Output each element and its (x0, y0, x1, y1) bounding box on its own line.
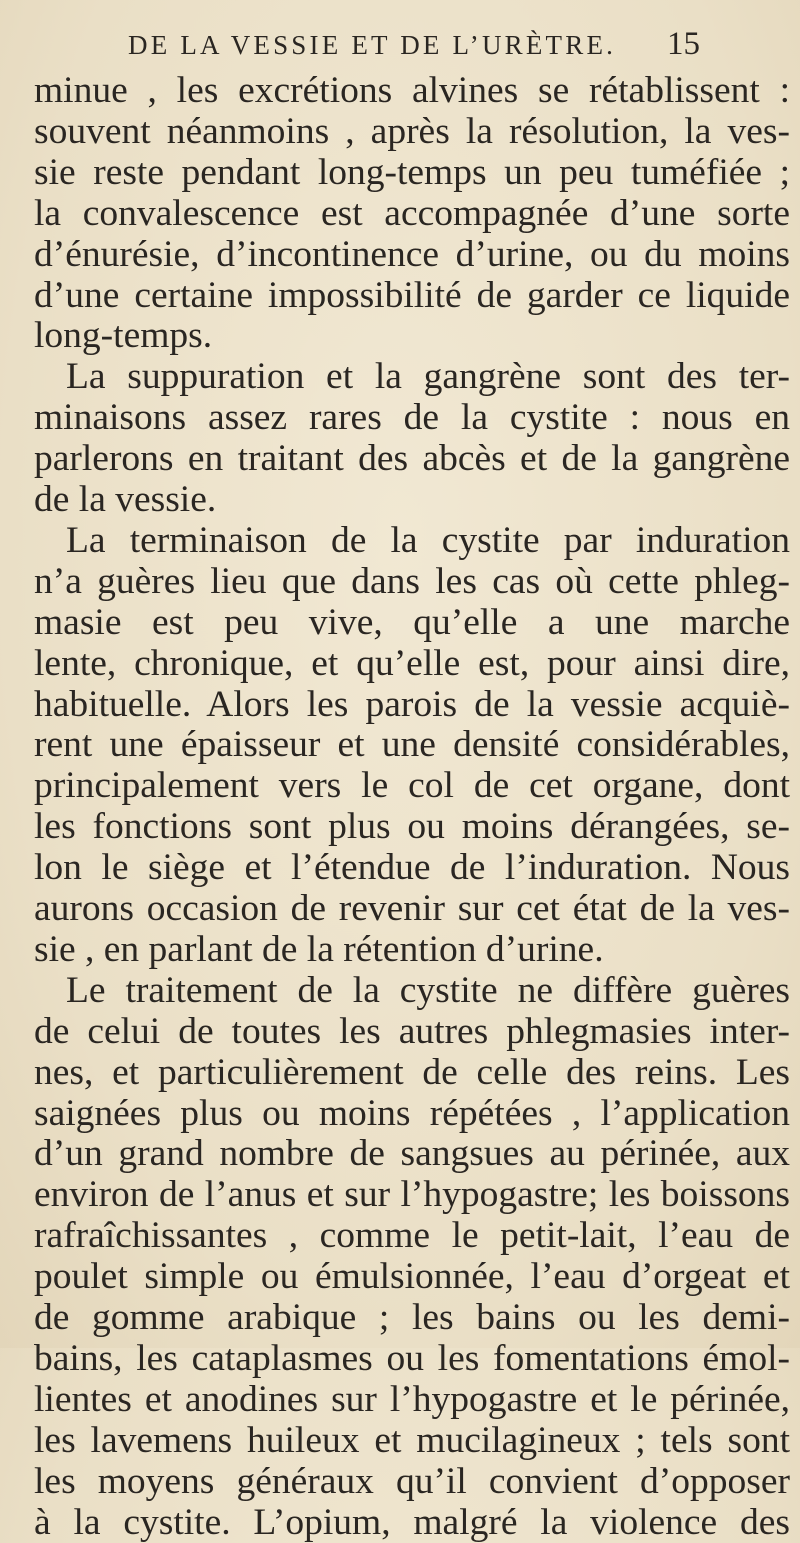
text-line: de celui de toutes les autres phlegmasies inter- (34, 1010, 790, 1052)
text-line: nes, et particulièrement de celle des reins. Les (34, 1051, 790, 1093)
text-line: les lavemens huileux et mucilagineux ; tels sont (34, 1419, 790, 1461)
running-head-title: DE LA VESSIE ET DE L’URÈTRE. (128, 30, 617, 60)
text-line: principalement vers le col de cet organe, dont (34, 765, 790, 807)
text-line: d’un grand nombre de sangsues au périnée, aux (34, 1133, 790, 1175)
text-line: rafraîchissantes , comme le petit-lait, l’eau de (34, 1215, 790, 1257)
text-line: parlerons en traitant des abcès et de la gangrène (34, 438, 790, 480)
text-line: long-temps. (34, 315, 213, 357)
text-line: d’énurésie, d’incontinence d’urine, ou du moins (34, 233, 790, 275)
text-line: sie reste pendant long-temps un peu tuméfiée ; (34, 151, 790, 193)
text-line: masie est peu vive, qu’elle a une marche (34, 601, 790, 643)
text-line: saignées plus ou moins répétées , l’application (34, 1092, 790, 1134)
text-line: lente, chronique, et qu’elle est, pour ainsi dire, (34, 642, 790, 684)
text-line: bains, les cataplasmes ou les fomentations émol- (34, 1337, 790, 1379)
text-line: aurons occasion de revenir sur cet état de la ves- (34, 888, 790, 929)
text-line: habituelle. Alors les parois de la vessie acquiè- (34, 683, 790, 725)
text-line: de la vessie. (34, 479, 217, 520)
page-number: 15 (667, 26, 700, 62)
text-line: minue , les excrétions alvines se rétablissent : (34, 70, 790, 111)
text-line: rent une épaisseur et une densité considérables, (34, 724, 790, 766)
running-head (128, 26, 700, 66)
text-line: sie , en parlant de la rétention d’urine. (34, 928, 604, 970)
text-line: les fonctions sont plus ou moins dérangées, se- (34, 806, 790, 848)
text-line: souvent néanmoins , après la résolution, la ves- (34, 110, 790, 152)
text-line: n’a guères lieu que dans les cas où cette phleg- (34, 560, 790, 602)
text-line: lon le siège et l’étendue de l’induration. Nous (34, 847, 790, 889)
text-line: Le traitement de la cystite ne diffère guères (66, 969, 790, 1011)
text-line: La terminaison de la cystite par induration (66, 519, 790, 561)
text-line: minaisons assez rares de la cystite : nous en (34, 397, 790, 439)
text-line: la convalescence est accompagnée d’une sorte (34, 192, 790, 234)
text-line: à la cystite. L’opium, malgré la violence des (34, 1501, 790, 1543)
text-line: poulet simple ou émulsionnée, l’eau d’orgeat et (34, 1256, 790, 1298)
text-line: d’une certaine impossibilité de garder ce liquide (34, 274, 790, 316)
text-line: La suppuration et la gangrène sont des ter- (66, 356, 790, 398)
text-line: les moyens généraux qu’il convient d’opposer (34, 1460, 790, 1502)
text-line: lientes et anodines sur l’hypogastre et le périnée, (34, 1378, 790, 1420)
text-line: de gomme arabique ; les bains ou les demi- (34, 1297, 790, 1338)
text-line: environ de l’anus et sur l’hypogastre; les boissons (34, 1174, 790, 1216)
